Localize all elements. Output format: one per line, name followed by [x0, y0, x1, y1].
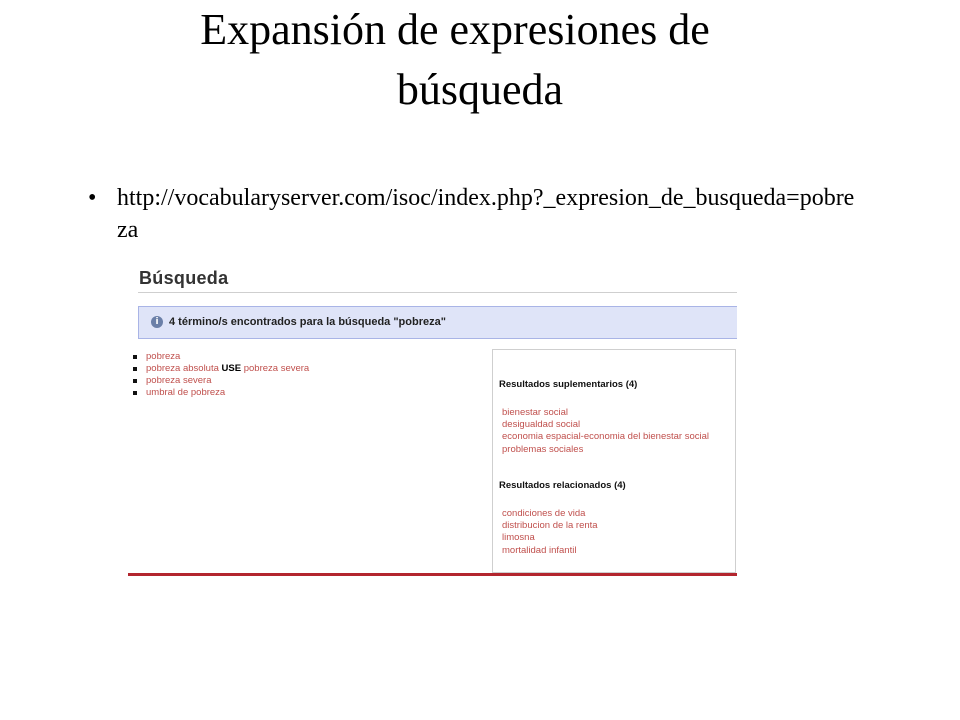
related-result-link[interactable]: condiciones de vida [502, 508, 586, 519]
bottom-accent-rule [128, 573, 737, 576]
supplementary-result-link[interactable]: economia espacial-economia del bienestar social [502, 431, 710, 443]
related-result-link[interactable]: distribucion de la renta [502, 520, 598, 532]
related-results-list [502, 508, 598, 557]
search-result-list [133, 351, 309, 399]
use-target-link[interactable]: pobreza severa [243, 363, 310, 374]
result-item [133, 363, 309, 375]
info-icon: i [151, 316, 163, 328]
supplementary-result-link[interactable]: problemas sociales [502, 443, 584, 455]
result-term-link[interactable]: pobreza severa [146, 375, 212, 386]
search-page-heading: Búsqueda [139, 268, 229, 288]
search-info-bar [138, 306, 737, 339]
result-item [133, 375, 309, 387]
related-result-link[interactable]: limosna [502, 532, 535, 544]
result-item [133, 387, 309, 399]
result-item [133, 351, 309, 363]
slide-title-line-2: búsqueda [396, 65, 564, 114]
slide-title-line-1: Expansión de expresiones de [200, 5, 710, 54]
supplementary-results-list [502, 407, 709, 456]
supplementary-result-link[interactable]: desigualdad social [502, 419, 581, 431]
search-url-text: http://vocabularyserver.com/isoc/index.php?_expresion_de_busqueda=pobreza [117, 185, 855, 243]
result-term-link[interactable]: umbral de pobreza [146, 387, 226, 398]
supplementary-results-heading: Resultados suplementarios (4) [499, 379, 638, 390]
search-results-screenshot [128, 258, 737, 576]
related-result-link[interactable]: mortalidad infantil [502, 544, 577, 556]
use-label: USE [221, 363, 242, 374]
related-results-heading: Resultados relacionados (4) [499, 480, 626, 491]
heading-divider [138, 292, 737, 293]
result-term-link[interactable]: pobreza absoluta [146, 363, 219, 374]
bullet-icon: • [88, 185, 97, 211]
slide-title [40, 0, 920, 120]
search-info-message [169, 316, 446, 328]
side-results-panel [492, 349, 736, 573]
supplementary-result-link[interactable]: bienestar social [502, 407, 569, 418]
info-message-text: 4 término/s encontrados para la búsqueda [169, 316, 394, 328]
info-query-text: "pobreza" [393, 316, 446, 328]
result-term-link[interactable]: pobreza [146, 351, 181, 362]
